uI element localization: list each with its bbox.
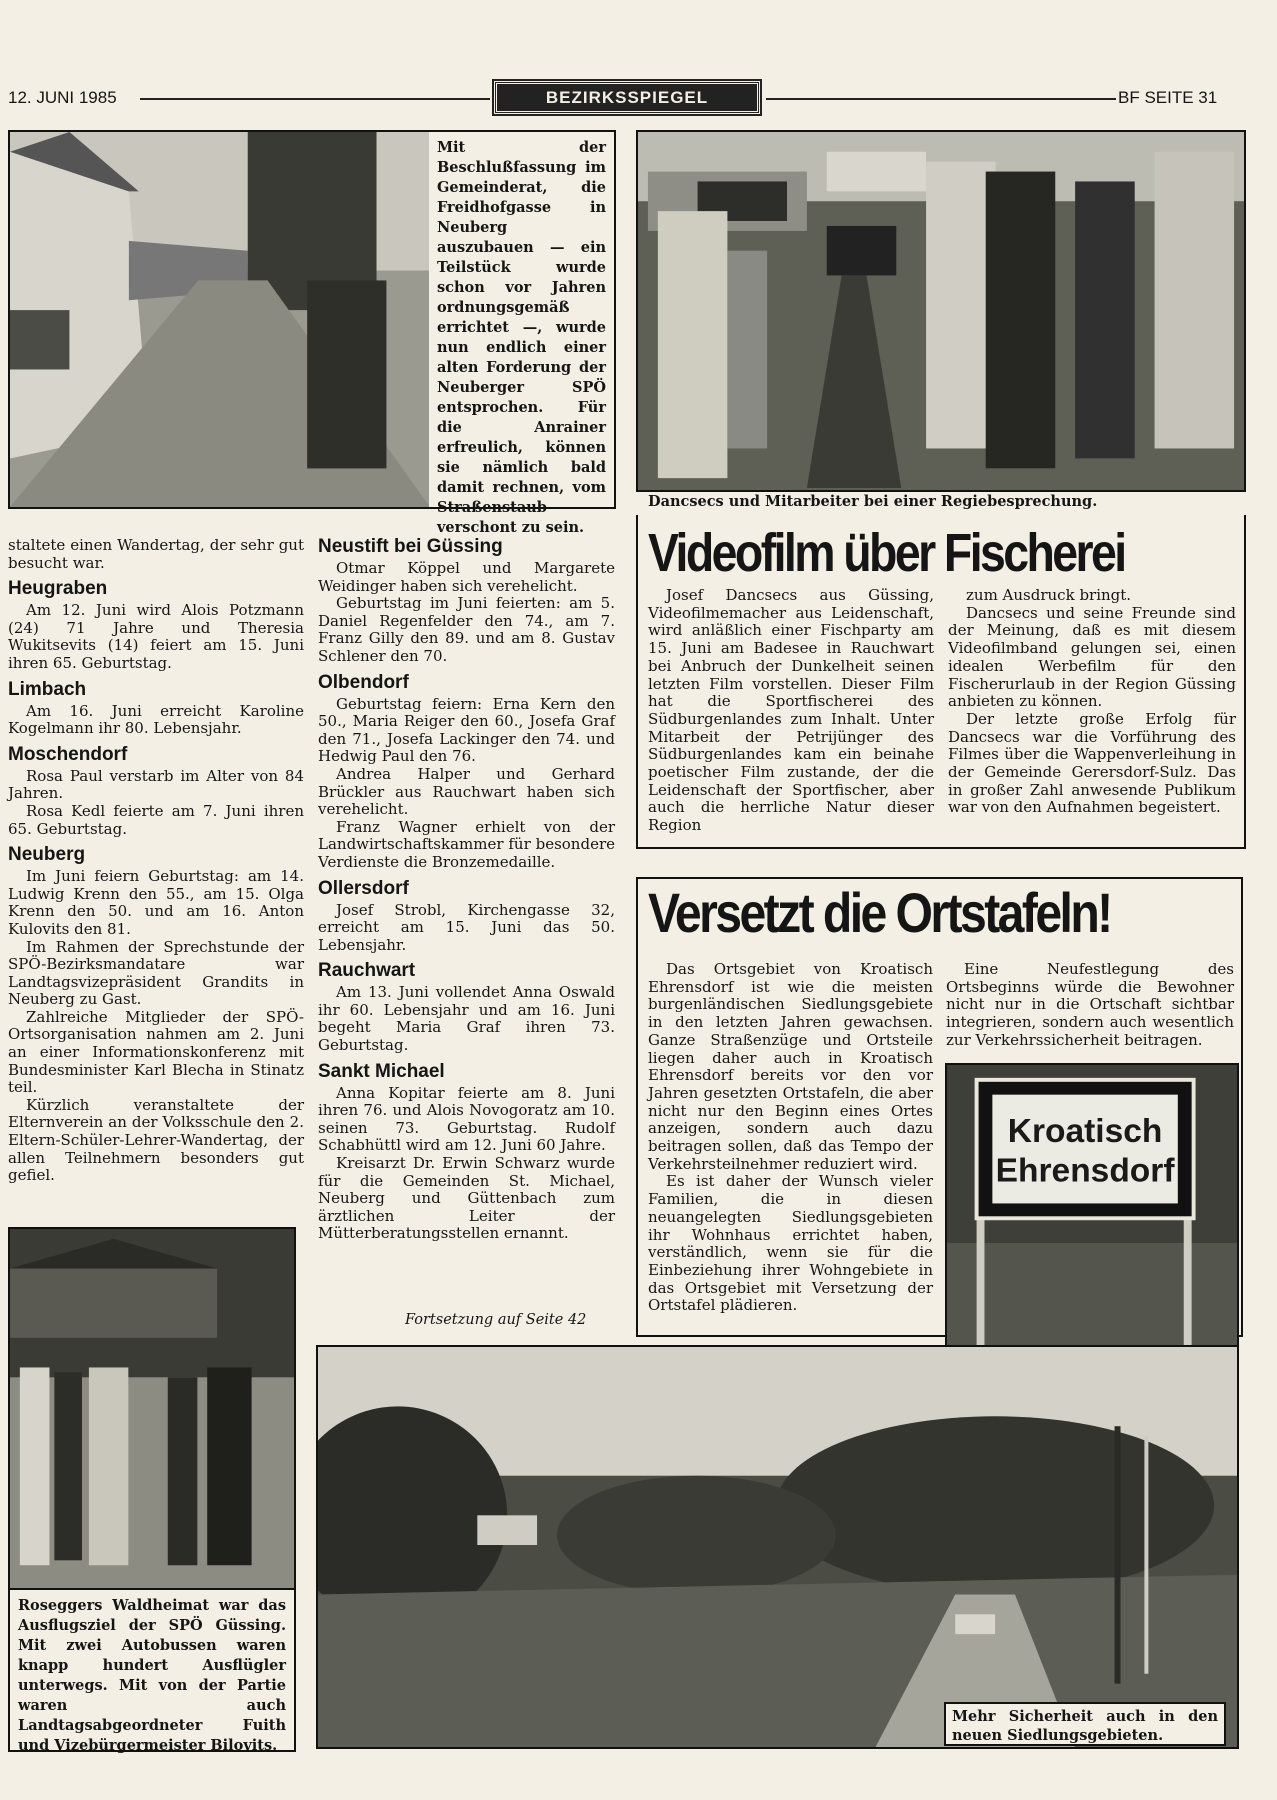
header-rule-right: [766, 98, 1116, 100]
photo-video-crew: [636, 130, 1246, 492]
header-rule-left: [140, 98, 490, 100]
paragraph: Josef Strobl, Kirchengasse 32, erreicht am 15. Juni das 50. Lebensjahr.: [318, 900, 615, 954]
paragraph: Am 13. Juni vollendet Anna Oswald ihr 60. Lebensjahr und am 16. Juni begeht Maria Graf ihren 73. Geburtstag.: [318, 983, 615, 1055]
issue-date: 12. JUNI 1985: [8, 88, 117, 107]
paragraph: Im Rahmen der Sprechstunde der SPÖ-Bezirksmandatare war Landtagsvizepräsident Grandits in Neuberg zu Gast.: [8, 937, 304, 1009]
col1-intro: staltete einen Wandertag, der sehr gut besucht war.: [8, 536, 304, 572]
town-sign-line2: Ehrensdorf: [995, 1152, 1175, 1190]
paragraph: Das Ortsgebiet von Kroatisch Ehrensdorf ist wie die meisten burgenländischen Siedlungsgebiete in den letzten Jahren gewachsen. Ganze Straßenzüge und Ortsteile liegen daher auch in Kroatisch Ehrensdorf bereits vor den vor Jahren gesetzten Ortstafeln, die aber nicht nur den Beginn eines Ortes anzeigen, sondern auch dazu beitragen sollen, daß das Tempo der Verkehrsteilnehmer reduziert wird.: [648, 960, 933, 1173]
video-crew-photo-image: [638, 132, 1244, 490]
paragraph: Otmar Köppel und Margarete Weidinger haben sich verehelicht.: [318, 559, 615, 595]
photo-caption-excursion: Roseggers Waldheimat war das Ausflugsziel der SPÖ Güssing. Mit zwei Autobussen waren knapp hundert Ausflügler unterwegs. Mit von der Partie waren auch Landtagsabgeordneter Fuith und Vizebürgermeister Bilovits.: [8, 1590, 296, 1752]
paragraph: Andrea Halper und Gerhard Brückler aus Rauchwart haben sich verehelicht.: [318, 764, 615, 819]
paragraph: Dancsecs und seine Freunde sind der Meinung, daß es mit diesem Videofilmband gelungen sei, einen idealen Werbefilm für den Fischerurlaub in der Region Güssing anbieten zu können.: [948, 603, 1236, 711]
paragraph: Franz Wagner erhielt von der Landwirtschaftskammer für besondere Verdienste die Bronzemedaille.: [318, 817, 615, 871]
heading-heugraben: Heugraben: [8, 578, 108, 600]
settlement-photo-image: [318, 1347, 1237, 1747]
paragraph: Es ist daher der Wunsch vieler Familien, die in diesen neuangelegten Siedlungsgebieten ihr Wohnhaus errichtet haben, verständlich, wenn sie für die Einbeziehung ihrer Wohngebiete in das Ortsgebiet mit Versetzung der Ortstafel plädieren.: [648, 1172, 933, 1315]
column-local-news-2: [318, 530, 615, 1243]
headline-videofilm: Videofilm über Fischerei: [648, 523, 1125, 583]
page-number: BF SEITE 31: [1118, 88, 1218, 107]
continued-note: Fortsetzung auf Seite 42: [405, 1312, 587, 1328]
column-local-news-1: [8, 537, 304, 1185]
paragraph: Im Juni feiern Geburtstag: am 14. Ludwig Krenn den 55., am 15. Olga Krenn den 50. und am 16. Anton Kulovits den 81.: [8, 867, 304, 938]
paragraph: Kürzlich veranstaltete der Elternverein an der Volksschule den 2. Eltern-Schüler-Lehrer-Wandertag, der allen Teilnehmern besonders gut gefiel.: [8, 1095, 304, 1185]
photo-settlement-road: [316, 1345, 1239, 1749]
article-videofilm: [636, 515, 1246, 849]
photo-caption-settlement: Mehr Sicherheit auch in den neuen Siedlungsgebieten.: [944, 1702, 1226, 1746]
photo-caption-video: Dancsecs und Mitarbeiter bei einer Regiebesprechung.: [648, 493, 1098, 510]
paragraph: Am 16. Juni erreicht Karoline Kogelmann ihr 80. Lebensjahr.: [8, 701, 304, 738]
heading-ollersdorf: Ollersdorf: [318, 877, 409, 899]
heading-limbach: Limbach: [8, 678, 87, 700]
heading-olbendorf: Olbendorf: [318, 671, 409, 693]
street-photo-image: [10, 132, 430, 507]
heading-neustift: Neustift bei Güssing: [318, 536, 503, 557]
paragraph: Geburtstag im Juni feierten: am 5. Daniel Regenfelder den 74., am 7. Franz Gilly den 89. und am 8. Gustav Schlener den 70.: [318, 594, 615, 665]
heading-moschendorf: Moschendorf: [8, 743, 128, 765]
paragraph: Am 12. Juni wird Alois Potzmann (24) 71 Jahre und Theresia Wukitsevits (14) feiert am 15. Juni ihren 65. Geburtstag.: [8, 601, 304, 672]
photo-street-neuberg: [8, 130, 432, 509]
paragraph: Zahlreiche Mitglieder der SPÖ-Ortsorganisation nahmen am 2. Juni an einer Informationskonferenz mit Bundesminister Karl Blecha in Stinatz teil.: [8, 1007, 304, 1097]
article-ortstafeln-col-left: [648, 961, 933, 1315]
paragraph: Anna Kopitar feierte am 8. Juni ihren 76. und Alois Novogoratz am 10. seinen 73. Geburtstag. Rudolf Schabhüttl wird am 12. Juni 60 Jahre.: [318, 1083, 615, 1155]
photo-caption-street: Mit der Beschlußfassung im Gemeinderat, die Freidhofgasse in Neuberg auszubauen — ein Teilstück wurde schon vor Jahren ordnungsgemäß errichtet —, wurde nun endlich einer alten Forderung der Neuberger SPÖ entsprochen. Für die Anrainer erfreulich, können sie nämlich bald damit rechnen, vom Straßenstaub verschont zu sein.: [429, 130, 616, 509]
headline-ortstafeln: Versetzt die Ortstafeln!: [648, 881, 1111, 944]
paragraph: Rosa Paul verstarb im Alter von 84 Jahren.: [8, 766, 304, 803]
heading-sankt-michael: Sankt Michael: [318, 1060, 445, 1082]
section-title: BEZIRKSSPIEGEL: [545, 88, 709, 107]
photo-excursion-group: [8, 1227, 296, 1590]
paragraph: Kreisarzt Dr. Erwin Schwarz wurde für die Gemeinden St. Michael, Neuberg und Güttenbach zum ärztlichen Leiter der Mütterberatungsstellen ernannt.: [318, 1154, 615, 1243]
town-sign-line1: Kroatisch: [1007, 1113, 1163, 1151]
excursion-photo-image: [10, 1229, 294, 1588]
article-ortstafeln-col-right: [946, 961, 1234, 1050]
paragraph: Der letzte große Erfolg für Dancsecs war die Vorführung des Filmes über die Wappenverleihung in der Gemeinde Gerersdorf-Sulz. Das in großer Zahl anwesende Publikum war von den Aufnahmen begeistert.: [948, 709, 1236, 817]
paragraph: Rosa Kedl feierte am 7. Juni ihren 65. Geburtstag.: [8, 801, 304, 838]
paragraph: Geburtstag feiern: Erna Kern den 50., Maria Reiger den 60., Josefa Graf den 71., Josefa Lackinger den 74. und Hedwig Paul den 76.: [318, 694, 615, 766]
heading-neuberg: Neuberg: [8, 844, 86, 866]
paragraph: Josef Dancsecs aus Güssing, Videofilmemacher aus Leidenschaft, wird anläßlich einer Fischparty am 15. Juni am Badesee in Rauchwart bei Anbruch der Dunkelheit seinen letzten Film vorstellen. Dieser Film hat die Sportfischerei des Südburgenlandes zum Inhalt. Unter Mitarbeit der Petrijünger des Südburgenlandes kam ein beinahe poetischer Film zustande, der die Leidenschaft der Sportfischer, aber auch die herrliche Natur dieser Region: [648, 586, 934, 835]
article-videofilm-col-right: [948, 587, 1236, 817]
article-videofilm-col-left: [648, 587, 934, 835]
paragraph: Eine Neufestlegung des Ortsbeginns würde die Bewohner nicht nur in die Ortschaft sichtbar integrieren, sondern auch wesentlich zur Verkehrssicherheit beitragen.: [946, 960, 1234, 1049]
section-banner: [494, 81, 760, 114]
heading-rauchwart: Rauchwart: [318, 960, 416, 982]
paragraph: zum Ausdruck bringt.: [966, 586, 1132, 604]
